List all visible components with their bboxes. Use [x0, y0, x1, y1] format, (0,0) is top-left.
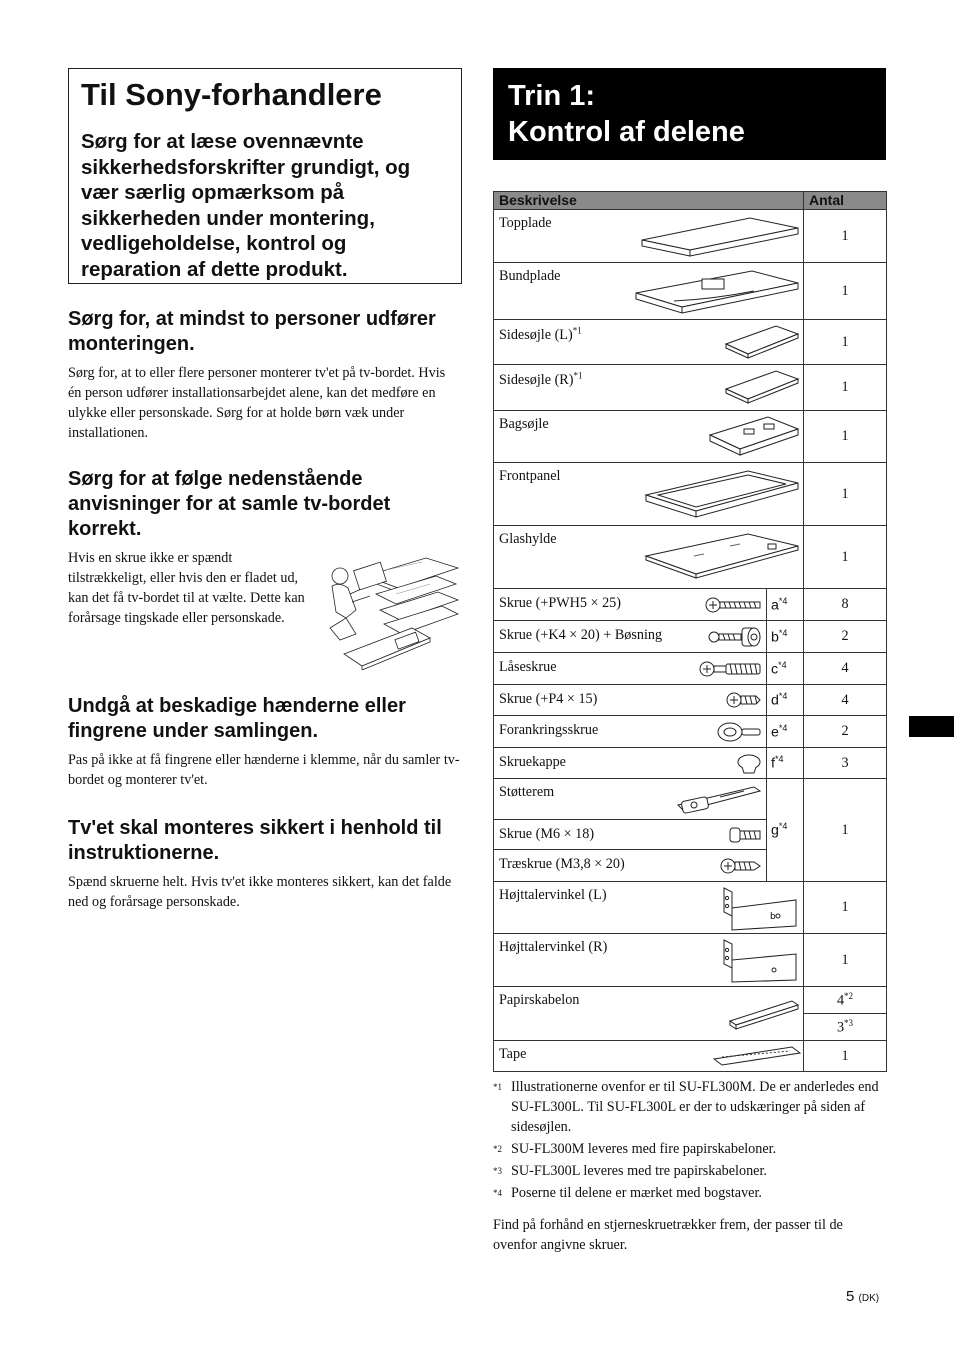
- part-quantity: 1: [804, 934, 887, 987]
- footnote: *4 Poserne til delene er mærket med bogstaver.: [493, 1185, 762, 1201]
- part-quantity: 1: [804, 526, 887, 589]
- part-quantity: 2: [804, 621, 887, 653]
- part-description: [494, 820, 767, 850]
- table-row: [494, 779, 887, 820]
- section-heading: Tv'et skal monteres sikkert i henhold til instruktionerne.: [68, 817, 442, 864]
- part-name: Træskrue (M3,8 × 20): [499, 856, 625, 872]
- section-heading: Sørg for at følge nedenstående anvisninger for at samle tv-bordet korrekt.: [68, 468, 391, 540]
- speaker-bracket-right-drawing: [720, 938, 800, 984]
- part-description: [494, 320, 804, 365]
- section-body: Hvis en skrue ikke er spændt tilstrækkeligt, eller hvis den er fladet ud, kan det få tv-bordet til at vælte. Dette kan forårsage tingskade eller personskade.: [68, 550, 305, 626]
- table-row: [494, 210, 887, 263]
- bag-code: $g^{*4}$: [767, 779, 804, 882]
- column-header-description: Beskrivelse: [494, 192, 804, 210]
- part-description: [494, 1041, 804, 1072]
- table-row: [494, 320, 887, 365]
- tape-drawing: [712, 1045, 802, 1067]
- part-description: [494, 589, 767, 621]
- step-number: Trin 1:: [508, 80, 596, 112]
- part-quantity: 1: [804, 210, 887, 263]
- table-row: [494, 1041, 887, 1072]
- part-quantity: 1: [804, 882, 887, 934]
- parts-table: [493, 191, 887, 1072]
- part-description: [494, 263, 804, 320]
- part-description: [494, 411, 804, 463]
- part-description: [494, 748, 767, 779]
- top-plate-drawing: [640, 214, 800, 258]
- screw-b-drawing: [708, 626, 762, 648]
- part-description: [494, 621, 767, 653]
- part-name: Skrue (M6 × 18): [499, 826, 595, 842]
- part-quantity: 1: [804, 263, 887, 320]
- footnote: *3 SU-FL300L leveres med tre papirskabeloner.: [493, 1163, 767, 1179]
- back-column-drawing: [708, 415, 800, 457]
- side-column-right-drawing: [724, 369, 800, 405]
- part-quantity-l: 3$^{*3}$: [804, 1014, 887, 1041]
- svg-text:b: b: [770, 912, 776, 922]
- paper-template-drawing: [728, 997, 800, 1033]
- assembly-person-illustration: [326, 554, 462, 670]
- table-row: [494, 621, 887, 653]
- table-row: [494, 589, 887, 621]
- part-name: Sidesøjle $(R)^{*1}$: [499, 370, 583, 388]
- part-description: [494, 987, 804, 1041]
- part-description: [494, 779, 767, 820]
- table-row: [494, 685, 887, 716]
- dealer-notice-box: [68, 68, 462, 284]
- part-name: Skrue (+PWH5 × 25): [499, 595, 622, 611]
- part-description: [494, 882, 804, 934]
- section-body: Sørg for, at to eller flere personer monterer tv'et på tv-bordet. Hvis én person udfører installationsarbejdet alene, kan det medføre en ulykke eller personskade. Sørg for at holde børn væk under installationen.: [68, 365, 446, 441]
- footnote: *1 Illustrationerne ovenfor er til SU-FL300M. De er anderledes end SU-FL300L. Til SU-FL300L er der to udskæringer på siden af sidesøjlen.: [493, 1079, 879, 1135]
- section-heading: Undgå at beskadige hænderne eller fingrene under samlingen.: [68, 695, 406, 742]
- bag-code: $a^{*4}$: [767, 589, 804, 621]
- part-name: Højttalervinkel (L): [499, 887, 607, 903]
- wood-screw-drawing: [720, 856, 762, 876]
- screw-d-drawing: [726, 691, 762, 709]
- table-row: [494, 748, 887, 779]
- bottom-plate-drawing: [634, 265, 800, 317]
- part-description: [494, 365, 804, 411]
- bag-code: $e^{*4}$: [767, 716, 804, 748]
- part-quantity: 3: [804, 748, 887, 779]
- bag-code: $b^{*4}$: [767, 621, 804, 653]
- section-protect-hands: [68, 694, 462, 790]
- part-description: [494, 653, 767, 685]
- screw-a-drawing: [704, 596, 762, 614]
- table-row: [494, 263, 887, 320]
- column-header-quantity: Antal: [804, 192, 887, 210]
- part-name: Sidesøjle $(L)^{*1}$: [499, 325, 582, 343]
- bag-code: $c^{*4}$: [767, 653, 804, 685]
- speaker-bracket-left-drawing: [720, 886, 800, 932]
- section-heading: Sørg for, at mindst to personer udfører monteringen.: [68, 308, 436, 355]
- footnote-mark: *1: [573, 370, 583, 380]
- front-panel-drawing: [644, 467, 800, 523]
- bag-code: $f^{*4}$: [767, 748, 804, 779]
- part-name: Glashylde: [499, 531, 557, 547]
- table-row: [494, 365, 887, 411]
- part-description: [494, 685, 767, 716]
- step-title: Kontrol af delene: [508, 116, 745, 148]
- part-description: [494, 210, 804, 263]
- part-name: Skruekappe: [499, 754, 566, 770]
- screwdriver-note: Find på forhånd en stjerneskruetrækker frem, der passer til de ovenfor angivne skruer.: [493, 1217, 843, 1253]
- part-name: Højttalervinkel (R): [499, 939, 608, 955]
- part-quantity-m: 4$^{*2}$: [804, 987, 887, 1014]
- part-name: Papirskabelon: [499, 992, 580, 1008]
- side-column-left-drawing: [724, 324, 800, 360]
- table-row: [494, 716, 887, 748]
- section-body: Spænd skruerne helt. Hvis tv'et ikke monteres sikkert, kan det falde ned og forårsage personskade.: [68, 874, 452, 910]
- part-quantity: 1: [804, 1041, 887, 1072]
- step-header: [493, 68, 886, 160]
- part-description: [494, 850, 767, 882]
- part-description: [494, 463, 804, 526]
- part-name: Topplade: [499, 215, 552, 231]
- footnotes: [493, 1077, 886, 1205]
- bag-code: $d^{*4}$: [767, 685, 804, 716]
- table-row: [494, 987, 887, 1014]
- part-quantity: 1: [804, 411, 887, 463]
- section-mount-securely: [68, 816, 462, 912]
- support-strap-drawing: [674, 783, 762, 817]
- table-header-row: [494, 192, 887, 210]
- screw-m6-drawing: [728, 825, 762, 845]
- part-description: [494, 934, 804, 987]
- lock-screw-drawing: [698, 659, 762, 679]
- part-name: Bagsøjle: [499, 416, 549, 432]
- part-description: [494, 526, 804, 589]
- part-quantity: 1: [804, 365, 887, 411]
- table-row: [494, 463, 887, 526]
- table-row: [494, 653, 887, 685]
- dealer-title: Til Sony-forhandlere: [81, 77, 382, 112]
- part-description: [494, 716, 767, 748]
- anchor-screw-drawing: [716, 720, 762, 744]
- part-name: Tape: [499, 1046, 527, 1062]
- part-name: Støtterem: [499, 784, 555, 800]
- part-quantity: 1: [804, 779, 887, 882]
- page-number: 5 (DK): [846, 1288, 880, 1305]
- part-quantity: 8: [804, 589, 887, 621]
- part-quantity: 4: [804, 685, 887, 716]
- table-row: [494, 882, 887, 934]
- section-two-persons: [68, 307, 462, 443]
- dealer-subtitle: Sørg for at læse ovennævnte sikkerhedsforskrifter grundigt, og vær særlig opmærksom på sikkerheden under montering, vedligeholdelse, kontrol og reparation af dette produkt.: [81, 130, 411, 281]
- part-quantity: 2: [804, 716, 887, 748]
- table-row: [494, 411, 887, 463]
- part-name: Skrue (+K4 × 20) + Bøsning: [499, 627, 663, 643]
- part-quantity: 1: [804, 320, 887, 365]
- part-quantity: 1: [804, 463, 887, 526]
- table-row: [494, 526, 887, 589]
- language-side-tab: [909, 716, 954, 737]
- screw-cap-drawing: [736, 753, 762, 775]
- part-name: Skrue (+P4 × 15): [499, 691, 598, 707]
- section-body: Pas på ikke at få fingrene eller hænderne i klemme, når du samler tv-bordet og monterer tv'et.: [68, 752, 460, 788]
- glass-shelf-drawing: [644, 530, 800, 586]
- footnote: *2 SU-FL300M leveres med fire papirskabeloner.: [493, 1141, 777, 1157]
- footnote-mark: *1: [572, 325, 582, 335]
- table-row: [494, 934, 887, 987]
- part-name: Forankringsskrue: [499, 722, 599, 738]
- part-name: Frontpanel: [499, 468, 561, 484]
- part-quantity: 4: [804, 653, 887, 685]
- part-name: Bundplade: [499, 268, 561, 284]
- part-name: Låseskrue: [499, 659, 557, 675]
